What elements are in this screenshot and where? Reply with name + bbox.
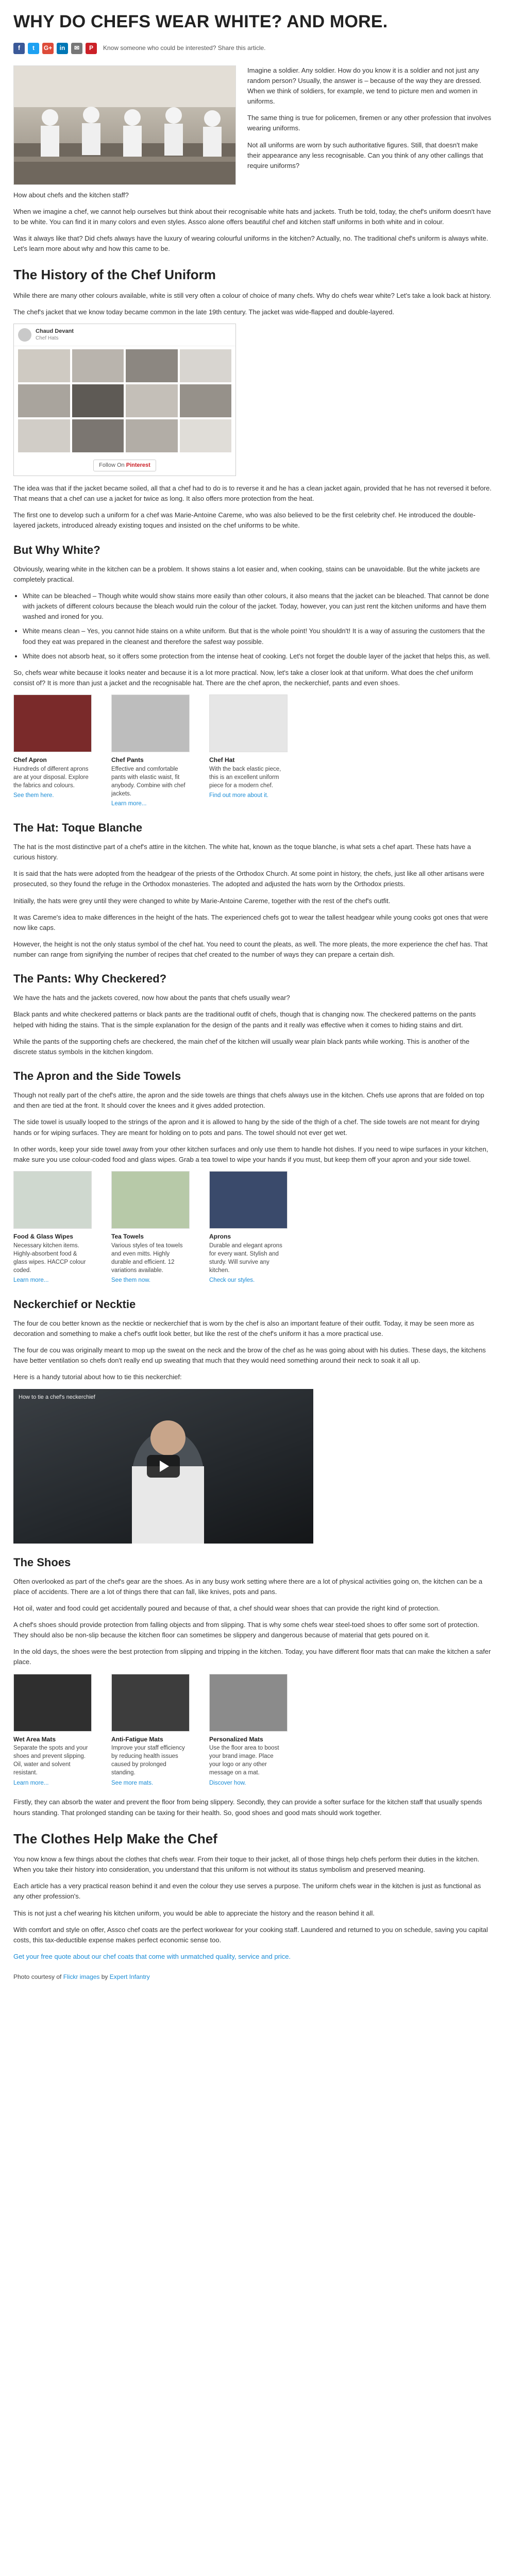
product-title: Chef Apron	[13, 756, 47, 764]
product-image[interactable]	[13, 694, 92, 752]
product-description: Separate the spots and your shoes and prevent slipping. Oil, water and solvent resistant.	[13, 1745, 88, 1776]
pin-thumbnail[interactable]	[18, 419, 70, 452]
product-card-chef-pants[interactable]	[111, 694, 189, 809]
play-button[interactable]	[147, 1455, 180, 1478]
toque-paragraph: It is said that the hats were adopted from the headgear of the priests of the Orthodox Church. At some point in history, the chefs, just like all other artisans were prosecuted, so they found the refuge in the Orthodox monasteries. The adopted and adjusted the hats worn by the Orthodox priests.	[13, 870, 484, 888]
shoes-paragraph: Firstly, they can absorb the water and prevent the floor from being slippery. Secondly, they can provide a softer surface for the kitchen staff that usually spends hours standing. That prolonged standing can be taxing for their health. So, good shoes and good mats should work together.	[13, 1798, 482, 1817]
shoes-heading: The Shoes	[13, 1555, 71, 1569]
page-title: WHY DO CHEFS WEAR WHITE? AND MORE.	[13, 12, 388, 31]
toque-paragraph: It was Careme's idea to make differences in the height of the hats. The experienced chefs got to wear the tallest headgear while young cooks got ones that were now like caps.	[13, 913, 488, 931]
clothes-heading: The Clothes Help Make the Chef	[13, 1831, 217, 1846]
intro-paragraph: Not all uniforms are worn by such authoritative figures. Still, that doesn't make their appearance any less recognisable. Can you think of any other callings that require uniforms?	[247, 141, 483, 170]
history-paragraph: The first one to develop such a uniform for a chef was Marie-Antoine Careme, who was also believed to be the first celebrity chef. He introduced the double-layered jackets, introduced already existing toques and insisted on the chef uniforms to be white.	[13, 511, 476, 530]
tutorial-video-player[interactable]	[13, 1389, 313, 1544]
product-title: Wet Area Mats	[13, 1735, 56, 1743]
pinterest-board-name: Chaud Devant	[36, 328, 74, 335]
product-image[interactable]	[111, 694, 190, 752]
article	[13, 0, 493, 2003]
product-card-aprons[interactable]	[209, 1171, 286, 1285]
clothes-paragraph: You now know a few things about the clothes that chefs wear. From their toque to their jacket, all of those things help chefs perform their duties in the kitchen. When you take their history into consideration, you understand that this uniform is not without its status symbolism and preserved meaning.	[13, 1855, 480, 1874]
pin-thumbnail[interactable]	[126, 349, 178, 382]
product-description: Durable and elegant aprons for every want. Stylish and sturdy. Will survive any kitchen.	[209, 1242, 282, 1274]
shoes-paragraph: Hot oil, water and food could get accidentally poured and because of that, a chef should wear shoes that can provide the right kind of protection.	[13, 1604, 440, 1612]
neckerchief-paragraph: Here is a handy tutorial about how to tie this neckerchief:	[13, 1373, 182, 1381]
share-prompt: Know someone who could be interested? Share this article.	[103, 44, 266, 52]
product-title: Chef Hat	[209, 756, 235, 764]
history-heading: The History of the Chef Uniform	[13, 267, 216, 283]
pin-thumbnail[interactable]	[72, 349, 124, 382]
product-card-tea-towels[interactable]	[111, 1171, 189, 1285]
pants-paragraph: While the pants of the supporting chefs are checkered, the main chef of the kitchen will usually wear plain black pants while working. This is another of the discrete status symbols in the kitchen kingdom.	[13, 1037, 469, 1056]
product-title: Personalized Mats	[209, 1735, 263, 1743]
intro-paragraph: Imagine a soldier. Any soldier. How do you know it is a soldier and not just any random person? Usually, the answer is – because of the way they are dressed. When we think of soldiers, for example, we tend to picture men and women in uniforms.	[247, 66, 482, 106]
toque-paragraph: Initially, the hats were grey until they were changed to white by Marie-Antoine Careme, together with the rest of the chef's outfit.	[13, 896, 391, 905]
kitchen-photo	[13, 65, 236, 185]
intro-section	[13, 65, 493, 185]
product-link[interactable]: Check our styles.	[209, 1277, 255, 1283]
pin-thumbnail[interactable]	[72, 384, 124, 417]
apron-paragraph: Though not really part of the chef's attire, the apron and the side towels are things that chefs always use in the kitchen. Chefs use aprons that are folded on top and then are tied at the front. It should cover the knees and it gives added protection.	[13, 1091, 484, 1110]
pin-thumbnail[interactable]	[72, 419, 124, 452]
product-card-personalized-mats[interactable]	[209, 1674, 286, 1788]
product-description: With the back elastic piece, this is an excellent uniform piece for a modern chef.	[209, 766, 281, 789]
neckerchief-heading: Neckerchief or Necktie	[13, 1297, 136, 1311]
intro-paragraph: The same thing is true for policemen, firemen or any other profession that involves wearing uniforms.	[247, 114, 492, 132]
apron-paragraph: In other words, keep your side towel away from your other kitchen surfaces and only use them to handle hot dishes. If you need to wipe surfaces in your kitchen, make sure you use colour-coded food and glass wipes. Grab a tea towel to wipe your hands if you must, but keep them off your apron and your side towel.	[13, 1145, 488, 1163]
product-title: Chef Pants	[111, 756, 144, 764]
pinterest-board-sub: Chef Hats	[36, 335, 59, 341]
product-image[interactable]	[13, 1171, 92, 1229]
pants-heading: The Pants: Why Checkered?	[13, 972, 167, 986]
email-share-icon[interactable]: ✉	[71, 43, 82, 54]
product-link[interactable]: See them now.	[111, 1277, 151, 1283]
toque-paragraph: The hat is the most distinctive part of a chef's attire in the kitchen. The white hat, known as the toque blanche, is what sets a chef apart. These hats have a curious history.	[13, 842, 471, 861]
product-title: Tea Towels	[111, 1232, 144, 1240]
play-icon	[160, 1461, 169, 1472]
clothes-paragraph: With comfort and style on offer, Assco chef coats are the perfect workwear for your cooking staff. Laundered and returned to you on schedule, saving you capital costs, this tax-deductible expense makes perfect economic sense too.	[13, 1925, 488, 1944]
list-item: • White means clean – Yes, you cannot hide stains on a white uniform. But that is the whole point! You shouldn't! It is a way of assuring the customers that the food they eat was prepared in the cleanest and therefore the safest way possible.	[23, 626, 493, 647]
pin-thumbnail[interactable]	[18, 349, 70, 382]
pinterest-board-widget[interactable]	[13, 324, 236, 476]
apron-heading: The Apron and the Side Towels	[13, 1070, 181, 1083]
follow-label: Follow On	[99, 462, 125, 468]
product-row-uniform	[13, 694, 493, 809]
product-link[interactable]: See them here.	[13, 792, 54, 799]
product-link[interactable]: Find out more about it.	[209, 792, 269, 799]
clothes-paragraph: Each article has a very practical reason behind it and even the colour they use serves a purpose. The uniform chefs wear in the kitchen is just as functional as any other profession's.	[13, 1882, 481, 1901]
why-white-paragraph: So, chefs wear white because it looks neater and because it is a lot more practical. Now, let's take a closer look at that uniform. What does the chef uniform consist of? It is more than just a jacket and the recognisable hat. There are the chef apron, the neckerchief, pants and even shoes.	[13, 668, 473, 687]
product-link[interactable]: See more mats.	[111, 1780, 154, 1786]
history-paragraph: The idea was that if the jacket became soiled, all that a chef had to do is to reverse it and he has a clean jacket again, provided that he has not reversed it before. That means that a chef can use a jacket for twice as long. It also offers more protection from the heat.	[13, 484, 492, 503]
linkedin-share-icon[interactable]: in	[57, 43, 68, 54]
pin-thumbnail[interactable]	[126, 384, 178, 417]
why-white-paragraph: Obviously, wearing white in the kitchen can be a problem. It shows stains a lot easier and, when cooking, stains can be unavoidable. But the white jackets are completely practical.	[13, 565, 480, 583]
free-quote-link[interactable]: Get your free quote about our chef coats that come with unmatched quality, service and price.	[13, 1952, 291, 1960]
history-paragraph: The chef's jacket that we know today became common in the late 19th century. The jacket was wide-flapped and double-layered.	[13, 308, 395, 316]
product-card-anti-fatigue-mats[interactable]	[111, 1674, 189, 1788]
facebook-share-icon[interactable]: f	[13, 43, 25, 54]
product-image[interactable]	[13, 1674, 92, 1732]
pinterest-board-header	[14, 324, 235, 346]
product-title: Aprons	[209, 1232, 231, 1240]
neckerchief-paragraph: The four de cou better known as the necktie or neckerchief that is worn by the chef is also an important feature of their outfit. Today, it may be seen more as decoration and something to make a chef's outfit look better, but like the rest of the chef's uniform it has a more practical use.	[13, 1319, 475, 1337]
product-image[interactable]	[209, 694, 288, 752]
why-white-list	[13, 591, 493, 662]
pin-thumbnail[interactable]	[180, 384, 232, 417]
shoes-paragraph: Often overlooked as part of the chef's gear are the shoes. As in any busy work setting where there are a lot of physical activities going on, the kitchen can be a place of accidents. There are a lot of things there that can fall, like knives, pots and pans.	[13, 1577, 483, 1596]
product-link[interactable]: Learn more...	[13, 1780, 49, 1786]
intro-paragraph: How about chefs and the kitchen staff?	[13, 191, 129, 199]
shoes-paragraph: A chef's shoes should provide protection from falling objects and from slipping. That is why some chefs wear steel-toed shoes to offer some sort of protection. They should also be non-slip because the kitchen floor can sometimes be slippery and dangerous because of material that gets poured on it.	[13, 1621, 479, 1639]
credit-prefix: Photo courtesy of	[13, 1973, 63, 1981]
credit-source-link[interactable]: Flickr images	[63, 1973, 100, 1981]
product-card-wet-area-mats[interactable]	[13, 1674, 91, 1788]
intro-paragraph: Was it always like that? Did chefs always have the luxury of wearing colourful uniforms in the kitchen? Actually, no. The traditional chef's uniform is always white. Let's learn more about why and how this came to be.	[13, 234, 488, 253]
shoes-paragraph: In the old days, the shoes were the best protection from slipping and tripping in the kitchen. Today, you have different floor mats that can make the kitchen a safer place.	[13, 1648, 491, 1666]
product-description: Use the floor area to boost your brand image. Place your logo or any other message on a mat.	[209, 1745, 279, 1776]
why-white-heading: But Why White?	[13, 543, 100, 556]
product-row-towels	[13, 1171, 493, 1285]
product-title: Anti-Fatigue Mats	[111, 1735, 163, 1743]
pants-paragraph: We have the hats and the jackets covered, now how about the pants that chefs usually wear?	[13, 994, 290, 1002]
product-description: Various styles of tea towels and even mitts. Highly durable and efficient. 12 variations available.	[111, 1242, 183, 1274]
product-card-food-glass-wipes[interactable]	[13, 1171, 91, 1285]
product-row-mats	[13, 1674, 493, 1788]
pinterest-follow-button[interactable]	[93, 460, 156, 471]
credit-middle: by	[99, 1973, 110, 1981]
pin-thumbnail[interactable]	[180, 419, 232, 452]
photo-credit	[13, 1972, 493, 1982]
credit-author-link[interactable]: Expert Infantry	[109, 1973, 150, 1981]
pin-thumbnail[interactable]	[18, 384, 70, 417]
list-item: • White does not absorb heat, so it offers some protection from the intense heat of cooking. Let's not forget the double layer of the jacket that helps this, as well.	[23, 651, 493, 662]
product-description: Necessary kitchen items. Highly-absorbent food & glass wipes. HACCP colour coded.	[13, 1242, 86, 1274]
pants-paragraph: Black pants and white checkered patterns or black pants are the traditional outfit of chefs, though that is changing now. The checkered patterns on the pants helped with hiding the stains. That is the simple explanation for the design of the pants and it really was effective when it comes to hiding stains and dirt.	[13, 1010, 476, 1029]
product-title: Food & Glass Wipes	[13, 1232, 73, 1240]
pinterest-share-icon[interactable]: P	[86, 43, 97, 54]
intro-text	[247, 65, 493, 185]
product-image[interactable]	[209, 1674, 288, 1732]
pinterest-logo-icon: Pinterest	[126, 462, 150, 468]
product-description: Hundreds of different aprons are at your disposal. Explore the fabrics and colours.	[13, 766, 89, 789]
apron-paragraph: The side towel is usually looped to the strings of the apron and it is allowed to hang by the side of the thigh of a chef. The side towels are not meant for drying hands or for wiping surfaces. They are meant for holding on to pots and pans. The towel should not ever get wet.	[13, 1118, 480, 1137]
list-item: • White can be bleached – Though white would show stains more easily than other colours, it also means that the jacket can be bleached. That cannot be done with jackets of different colours because the bleach would ruin the colour of the jacket. Today, however, you can just rent the kitchen uniforms and have them washed and ironed for you.	[23, 591, 493, 622]
product-image[interactable]	[209, 1171, 288, 1229]
product-link[interactable]: Learn more...	[13, 1277, 49, 1283]
history-paragraph: While there are many other colours available, white is still very often a colour of choice of many chefs. Why do chefs wear white? Let's take a look back at history.	[13, 291, 492, 299]
product-image[interactable]	[111, 1674, 190, 1732]
pinterest-pin-grid	[14, 346, 235, 455]
share-bar	[13, 43, 493, 54]
product-card-chef-apron[interactable]	[13, 694, 91, 809]
product-link[interactable]: Learn more...	[111, 801, 147, 807]
product-description: Improve your staff efficiency by reducing health issues caused by prolonged standing.	[111, 1745, 185, 1776]
toque-heading: The Hat: Toque Blanche	[13, 821, 143, 834]
product-image[interactable]	[111, 1171, 190, 1229]
pinterest-board-footer	[14, 455, 235, 476]
pin-thumbnail[interactable]	[180, 349, 232, 382]
clothes-paragraph: This is not just a chef wearing his kitchen uniform, you would be able to appreciate the history and the reason behind it all.	[13, 1909, 375, 1917]
toque-paragraph: However, the height is not the only status symbol of the chef hat. You need to count the pleats, as well. The more pleats, the more experience the chef has. That number can range from signifying the number of recipes that chef created to the number of ways they can prepare a certain dish.	[13, 940, 488, 959]
product-description: Effective and comfortable pants with elastic waist, fit anybody. Combine with chef jackets.	[111, 766, 185, 797]
product-card-chef-hat[interactable]	[209, 694, 286, 809]
avatar	[18, 328, 31, 342]
neckerchief-paragraph: The four de cou was originally meant to mop up the sweat on the neck and the brow of the chef as he was going about with his duties. These days, the kitchens have better ventilation so chefs don't really end up sweating that much that they would need something around their neck to soak it all up.	[13, 1346, 486, 1365]
twitter-share-icon[interactable]: t	[28, 43, 39, 54]
pin-thumbnail[interactable]	[126, 419, 178, 452]
intro-paragraph: When we imagine a chef, we cannot help ourselves but think about their recognisable white hats and jackets. Truth be told, today, the chef's uniform doesn't have to be white. You can find it in many colors and even styles. Assco alone offers beautiful chef and kitchen staff uniforms in both white and in colour.	[13, 207, 491, 226]
product-link[interactable]: Discover how.	[209, 1780, 246, 1786]
video-title: How to tie a chef's neckerchief	[19, 1394, 95, 1400]
googleplus-share-icon[interactable]: G+	[42, 43, 54, 54]
